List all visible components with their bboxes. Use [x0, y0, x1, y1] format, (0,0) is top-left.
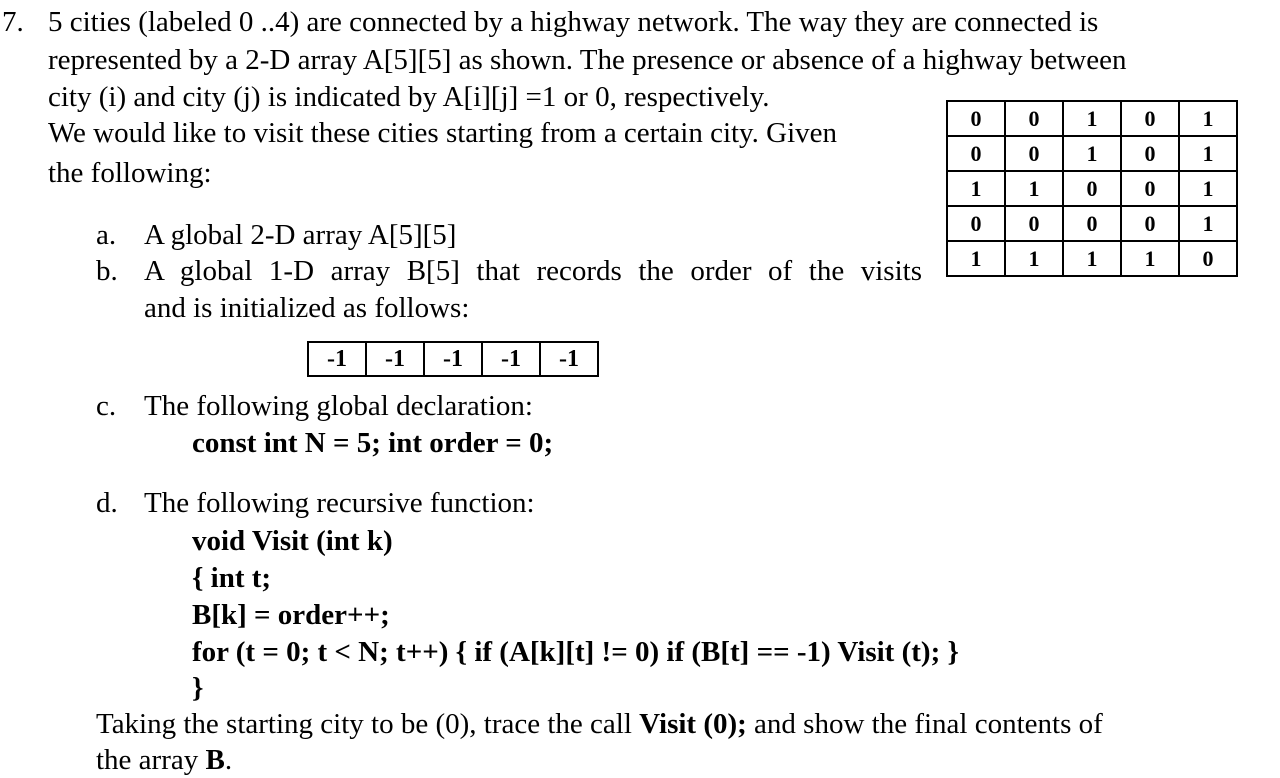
matrix-row — [947, 171, 1237, 206]
intro-line-4: We would like to visit these cities starting from a certain city. Given — [48, 117, 838, 149]
array-b-cell: -1 — [424, 342, 482, 376]
array-b-cell: -1 — [540, 342, 598, 376]
matrix-cell: 0 — [947, 206, 1005, 241]
matrix-cell: 1 — [1179, 206, 1237, 241]
item-d-letter: d. — [96, 487, 118, 519]
closing-period: . — [224, 744, 233, 776]
closing-line-2 — [96, 742, 232, 778]
matrix-cell: 0 — [1121, 101, 1179, 136]
item-a-letter: a. — [96, 219, 117, 251]
closing-line-1 — [96, 706, 1103, 742]
code-line-5: } — [192, 672, 204, 704]
closing-call-visit: Visit (0); — [639, 708, 747, 740]
matrix-row — [947, 206, 1237, 241]
array-b-initial — [307, 341, 599, 377]
array-b-cell: -1 — [482, 342, 540, 376]
closing-text-3: the array — [96, 744, 206, 776]
matrix-cell: 0 — [1121, 206, 1179, 241]
matrix-cell: 0 — [1005, 206, 1063, 241]
item-d-text: The following recursive function: — [144, 487, 535, 519]
matrix-cell: 1 — [1121, 241, 1179, 276]
matrix-cell: 0 — [1121, 136, 1179, 171]
matrix-cell: 1 — [1005, 241, 1063, 276]
matrix-cell: 1 — [947, 171, 1005, 206]
code-line-4: for (t = 0; t < N; t++) { if (A[k][t] != 0) if (B[t] == -1) Visit (t); } — [192, 636, 959, 668]
matrix-cell: 0 — [1179, 241, 1237, 276]
matrix-cell: 0 — [1121, 171, 1179, 206]
matrix-cell: 0 — [1005, 136, 1063, 171]
matrix-cell: 1 — [1005, 171, 1063, 206]
array-b-cell: -1 — [366, 342, 424, 376]
item-b-line-1: A global 1-D array B[5] that records the order of the visits — [144, 255, 922, 287]
matrix-row — [947, 101, 1237, 136]
intro-line-5: the following: — [48, 157, 212, 189]
code-line-1: void Visit (int k) — [192, 525, 393, 557]
closing-text-2: and show the final contents of — [746, 708, 1103, 740]
matrix-cell: 1 — [1179, 171, 1237, 206]
code-line-2: { int t; — [192, 562, 272, 594]
closing-text-1: Taking the starting city to be (0), trace the call — [96, 708, 640, 740]
array-b-row — [308, 342, 598, 376]
item-b-line-2: and is initialized as follows: — [144, 292, 470, 324]
matrix-body — [947, 101, 1237, 276]
intro-line-3: city (i) and city (j) is indicated by A[i][j] =1 or 0, respectively. — [48, 81, 770, 113]
matrix-cell: 1 — [1063, 241, 1121, 276]
closing-array-name: B — [205, 744, 225, 776]
matrix-row — [947, 241, 1237, 276]
matrix-row — [947, 136, 1237, 171]
matrix-cell: 0 — [1063, 171, 1121, 206]
item-b-letter: b. — [96, 255, 118, 287]
matrix-cell: 1 — [1063, 101, 1121, 136]
matrix-cell: 1 — [947, 241, 1005, 276]
item-c-text: The following global declaration: — [144, 390, 533, 422]
matrix-cell: 1 — [1179, 101, 1237, 136]
array-b-cell: -1 — [308, 342, 366, 376]
matrix-cell: 0 — [1005, 101, 1063, 136]
code-line-3: B[k] = order++; — [192, 599, 390, 631]
matrix-cell: 1 — [1063, 136, 1121, 171]
question-number: 7. — [2, 6, 24, 38]
item-c-letter: c. — [96, 390, 117, 422]
adjacency-matrix-a — [946, 100, 1238, 277]
matrix-cell: 0 — [947, 101, 1005, 136]
matrix-cell: 1 — [1179, 136, 1237, 171]
matrix-cell: 0 — [947, 136, 1005, 171]
matrix-cell: 0 — [1063, 206, 1121, 241]
intro-line-1: 5 cities (labeled 0 ..4) are connected by a highway network. The way they are connected is — [48, 6, 1099, 38]
item-a-text: A global 2-D array A[5][5] — [144, 219, 457, 251]
intro-line-2: represented by a 2-D array A[5][5] as shown. The presence or absence of a highway between — [48, 44, 1127, 76]
global-declaration-code: const int N = 5; int order = 0; — [192, 427, 554, 459]
